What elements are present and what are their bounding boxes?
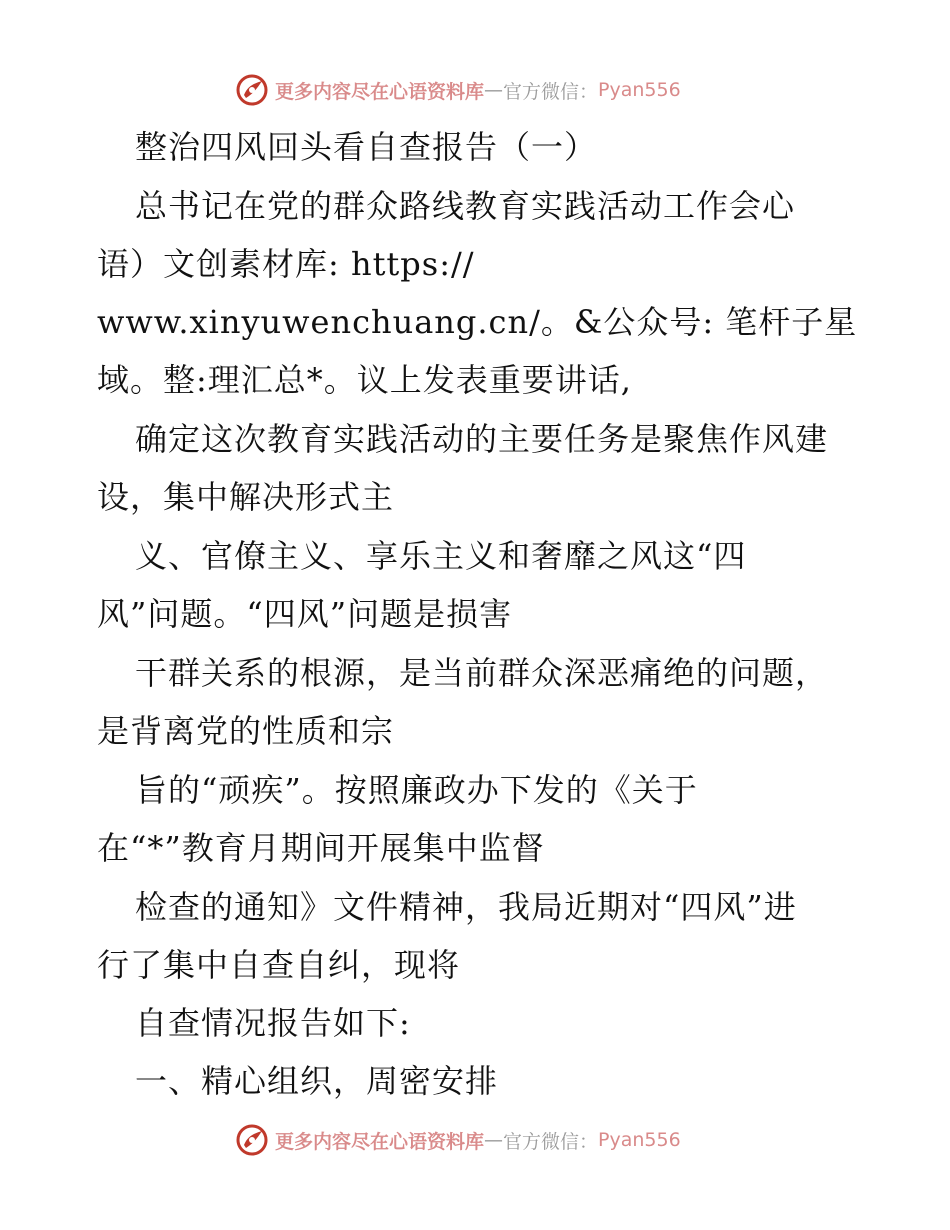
brand-logo-icon xyxy=(235,1123,269,1157)
banner-promo-text: 更多内容尽在心语资料库 xyxy=(275,1130,485,1153)
doc-line: 义、官僚主义、享乐主义和奢靡之风这“四 xyxy=(135,537,747,575)
banner-contact-label: 官方微信： xyxy=(503,1130,599,1153)
header-banner xyxy=(235,73,681,107)
banner-contact-id: Pyan556 xyxy=(598,1129,681,1151)
doc-line: 是背离党的性质和宗 xyxy=(97,712,395,750)
doc-line: 旨的“顽疾”。按照廉政办下发的《关于 xyxy=(135,771,698,809)
doc-line: 确定这次教育实践活动的主要任务是聚焦作风建 xyxy=(135,420,829,458)
banner-promo-text: 更多内容尽在心语资料库 xyxy=(275,80,485,103)
doc-section-heading: 一、精心组织，周密安排 xyxy=(135,1062,499,1100)
doc-line: www.xinyuwenchuang.cn/。&公众号: 笔杆子星 xyxy=(97,303,858,341)
banner-contact-id: Pyan556 xyxy=(598,79,681,101)
footer-banner xyxy=(235,1123,681,1157)
banner-contact-label: 官方微信： xyxy=(503,80,599,103)
banner-separator: — xyxy=(484,1129,504,1151)
doc-line: 语）文创素材库: https:// xyxy=(97,245,475,283)
doc-line: 在“*”教育月期间开展集中监督 xyxy=(97,829,545,867)
doc-line: 风”问题。“四风”问题是损害 xyxy=(97,595,513,633)
doc-line: 自查情况报告如下: xyxy=(135,1004,411,1042)
doc-line: 干群关系的根源，是当前群众深恶痛绝的问题， xyxy=(135,654,829,692)
doc-line: 检查的通知》文件精神，我局近期对“四风”进 xyxy=(135,888,797,926)
brand-logo-icon xyxy=(235,73,269,107)
doc-title: 整治四风回头看自查报告（一） xyxy=(135,128,598,166)
doc-line: 行了集中自查自纠，现将 xyxy=(97,946,461,984)
doc-line: 域。整:理汇总*。议上发表重要讲话, xyxy=(97,361,632,399)
doc-line: 总书记在党的群众路线教育实践活动工作会心 xyxy=(135,187,796,225)
doc-line: 设，集中解决形式主 xyxy=(97,478,395,516)
banner-separator: — xyxy=(484,79,504,101)
